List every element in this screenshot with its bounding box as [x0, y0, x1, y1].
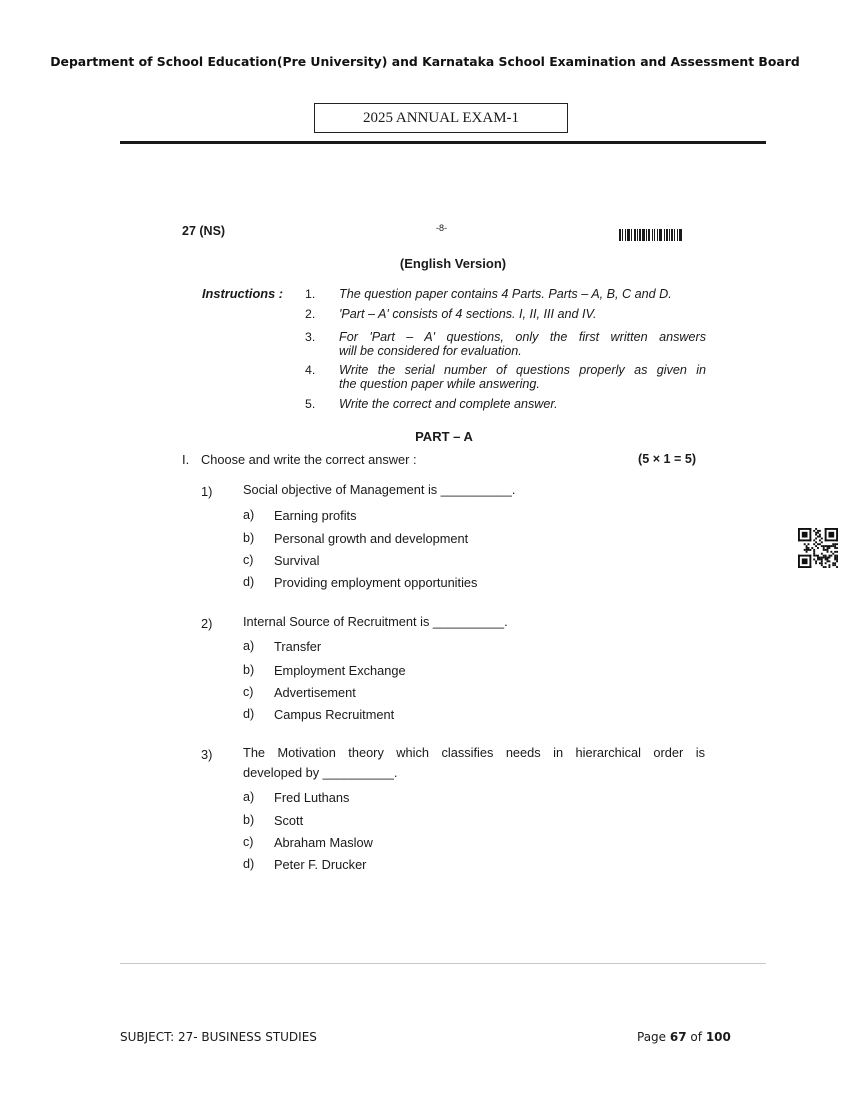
barcode-bar — [682, 229, 683, 241]
option-text: Transfer — [274, 639, 322, 654]
option-text: Advertisement — [274, 685, 356, 700]
option-letter: b) — [243, 813, 255, 827]
footer-page-info — [637, 1030, 731, 1044]
option-text: Personal growth and development — [274, 531, 469, 546]
exam-title-box — [314, 103, 568, 133]
footer-subject: SUBJECT: 27- BUSINESS STUDIES — [120, 1030, 317, 1044]
option-text: Providing employment opportunities — [274, 575, 478, 590]
instruction-number: 3. — [305, 330, 316, 344]
instruction-text-line2: the question paper while answering. — [339, 377, 540, 391]
question-text: Social objective of Management is __________. — [243, 482, 516, 497]
section-instruction: Choose and write the correct answer : — [201, 452, 417, 467]
paper-code: 27 (NS) — [182, 224, 226, 238]
instruction-number: 2. — [305, 307, 316, 321]
question-number: 1) — [201, 484, 213, 499]
page-current: 67 — [669, 1030, 687, 1044]
instructions-label: Instructions : — [202, 286, 284, 301]
option-letter: a) — [243, 508, 255, 522]
paper-page-marker: -8- — [436, 223, 447, 233]
option-letter: a) — [243, 790, 255, 804]
instruction-text-line1: Write the serial number of questions properly as given in — [339, 363, 706, 377]
instruction-text: 'Part – A' consists of 4 sections. I, II, III and IV. — [339, 307, 597, 321]
footer-divider — [120, 963, 766, 964]
instruction-text-line1: For 'Part – A' questions, only the first written answers — [339, 330, 706, 344]
option-text: Survival — [274, 553, 320, 568]
instruction-number: 1. — [305, 287, 316, 301]
department-header: Department of School Education(Pre University) and Karnataka School Examination and Assessment Board — [50, 54, 800, 69]
option-letter: c) — [243, 835, 254, 849]
option-text: Campus Recruitment — [274, 707, 395, 722]
option-letter: b) — [243, 531, 255, 545]
option-letter: c) — [243, 553, 254, 567]
option-letter: c) — [243, 685, 254, 699]
option-text: Fred Luthans — [274, 790, 350, 805]
page-prefix: Page — [637, 1030, 667, 1044]
option-letter: d) — [243, 707, 255, 721]
option-letter: d) — [243, 857, 255, 871]
option-text: Employment Exchange — [274, 663, 406, 678]
barcode-icon — [619, 229, 683, 241]
section-marks: (5 × 1 = 5) — [638, 452, 697, 466]
option-text: Abraham Maslow — [274, 835, 373, 850]
qr-code-icon — [798, 528, 838, 568]
page-total: 100 — [705, 1030, 731, 1044]
instruction-text: The question paper contains 4 Parts. Parts – A, B, C and D. — [339, 287, 672, 301]
page-of: of — [690, 1030, 702, 1044]
question-text: Internal Source of Recruitment is __________. — [243, 614, 508, 629]
question-text-line1: The Motivation theory which classifies needs in hierarchical order is — [243, 745, 705, 760]
option-letter: a) — [243, 639, 255, 653]
instruction-text: Write the correct and complete answer. — [339, 397, 558, 411]
instruction-text-line2: will be considered for evaluation. — [339, 344, 522, 358]
instruction-number: 5. — [305, 397, 316, 411]
question-number: 2) — [201, 616, 213, 631]
part-title: PART – A — [415, 429, 473, 444]
section-number: I. — [182, 452, 190, 467]
option-text: Earning profits — [274, 508, 357, 523]
option-text: Peter F. Drucker — [274, 857, 367, 872]
question-number: 3) — [201, 747, 213, 762]
header-divider — [120, 141, 766, 144]
option-letter: d) — [243, 575, 255, 589]
version-label: (English Version) — [399, 256, 507, 271]
option-text: Scott — [274, 813, 304, 828]
exam-title: 2025 ANNUAL EXAM-1 — [362, 109, 520, 126]
question-text-line2: developed by __________. — [243, 765, 398, 780]
option-letter: b) — [243, 663, 255, 677]
instruction-number: 4. — [305, 363, 316, 377]
